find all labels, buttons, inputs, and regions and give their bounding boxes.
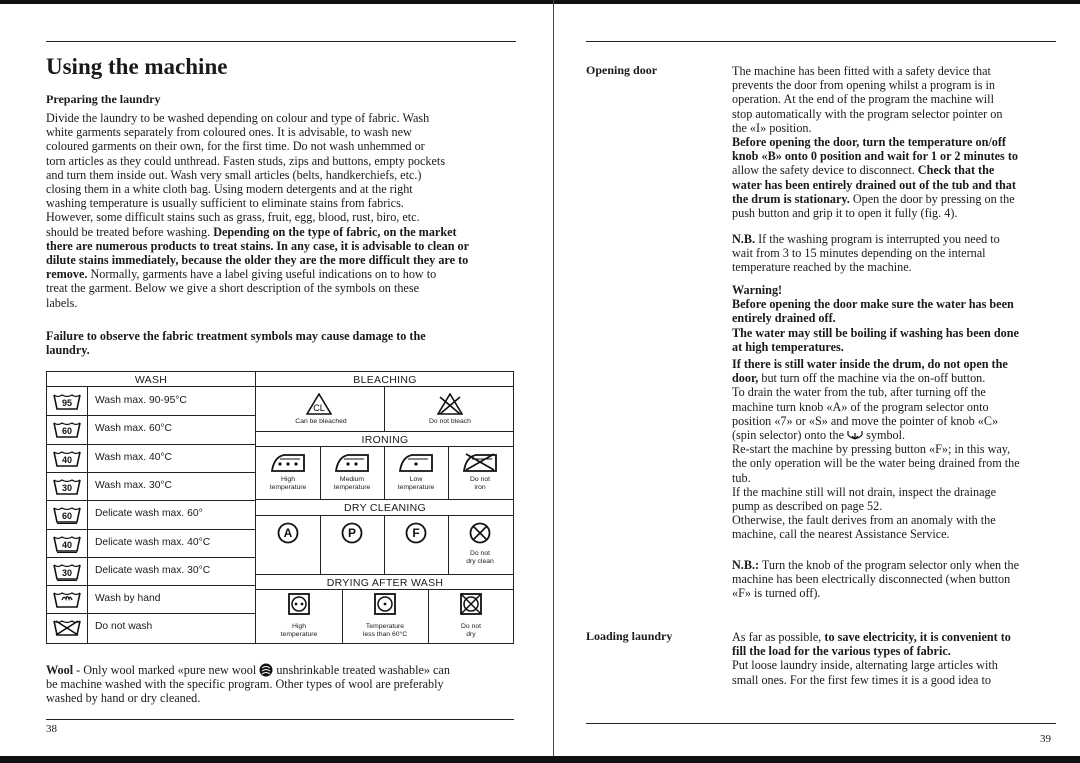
line: To drain the water from the tub, after turning off the — [732, 385, 986, 400]
iron-divider — [320, 446, 321, 499]
page-number-right: 39 — [1040, 733, 1051, 745]
wash-header: WASH — [134, 374, 168, 386]
bold-text: remove. — [46, 267, 88, 282]
text: Turn the knob of the program selector only when the — [759, 558, 1020, 572]
nb-interrupted — [732, 232, 1062, 275]
wash-row-rule — [46, 613, 256, 614]
iron-label-1: Do not — [469, 476, 491, 483]
iron-label-1: High — [281, 476, 295, 483]
nb-label: N.B. — [732, 232, 756, 246]
dry-clean-icon — [341, 522, 363, 544]
wash-tub-icon — [53, 591, 81, 609]
page-title: Using the machine — [46, 54, 228, 79]
drying-label — [256, 623, 342, 638]
bleach-divider — [384, 386, 385, 431]
iron-icon — [334, 451, 370, 473]
svg-text:60: 60 — [61, 426, 73, 436]
svg-text:P: P — [347, 526, 357, 540]
bleaching-header: BLEACHING — [353, 374, 417, 386]
line: stop automatically with the program selector pointer on — [732, 106, 1003, 121]
line: «F» is turned off). — [732, 586, 821, 601]
line: labels. — [46, 295, 78, 310]
drying-label-2: temperature — [280, 630, 318, 638]
line: The water may still be boiling if washing has been done — [732, 325, 1019, 340]
line: laundry. — [46, 343, 90, 358]
bold-text: door, — [732, 371, 759, 386]
wash-row-label: Delicate wash max. 30°C — [95, 565, 211, 576]
drying-label — [428, 623, 514, 638]
svg-text:95: 95 — [61, 398, 73, 408]
line: However, some difficult stains such as grass, fruit, egg, blood, rust, biro, etc. — [46, 210, 420, 225]
line: If the machine still will not drain, inspect the drainage — [732, 484, 996, 499]
line: and turn them inside out. Wash very small articles (belts, handkerchiefs, etc.) — [46, 167, 422, 182]
text: (spin selector) onto the — [732, 428, 848, 443]
wash-row-label: Wash by hand — [95, 593, 161, 604]
svg-text:A: A — [283, 526, 293, 540]
drying-rule — [255, 574, 514, 575]
wash-row-rule — [46, 585, 256, 586]
line: Divide the laundry to be washed depending on colour and type of fabric. Wash — [46, 111, 430, 125]
line: If there is still water inside the drum, do not open the — [732, 357, 1008, 371]
line: Failure to observe the fabric treatment symbols may cause damage to the — [46, 329, 426, 343]
dc-divider — [384, 515, 385, 574]
right-top-rule — [586, 41, 1056, 42]
failure-warning — [46, 329, 526, 357]
line — [732, 192, 1062, 206]
line: washed by hand or dry cleaned. — [46, 691, 201, 706]
svg-text:F: F — [412, 526, 420, 540]
line: water has been entirely drained out of the tub and that — [732, 177, 1016, 192]
preparing-heading: Preparing the laundry — [46, 92, 161, 106]
wash-row-rule — [46, 500, 256, 501]
do-not-bleach-label: Do not bleach — [429, 418, 471, 425]
text: As far as possible, — [732, 630, 825, 644]
line: Before opening the door, turn the temperature on/off — [732, 135, 1006, 150]
line: dilute stains immediately, because the older they are the more difficult they are to — [46, 253, 469, 268]
line: prevents the door from opening whilst a program is in — [732, 78, 995, 93]
wash-row-label: Wash max. 30°C — [95, 480, 172, 491]
wash-symbol-divider — [87, 386, 88, 644]
line: white garments separately from coloured ones. It is advisable, to wash new — [46, 125, 412, 140]
wash-tub-icon — [53, 619, 81, 637]
wash-row-rule — [46, 472, 256, 473]
line — [46, 267, 526, 281]
wash-row-label: Delicate wash max. 40°C — [95, 537, 211, 548]
text: but turn off the machine via the on-off button. — [758, 371, 986, 386]
drying-label — [342, 623, 428, 638]
wash-row-label: Wash max. 90-95°C — [95, 395, 187, 406]
line — [732, 558, 1062, 572]
drying-header: DRYING AFTER WASH — [326, 577, 444, 589]
drying-label-1: High — [292, 623, 306, 630]
tumble-dry-icon — [374, 593, 396, 615]
wash-tub-icon — [53, 450, 81, 468]
iron-label-2: temperature — [333, 483, 371, 491]
dc-divider — [320, 515, 321, 574]
iron-label — [384, 476, 448, 491]
svg-text:30: 30 — [61, 568, 73, 578]
do-not-bleach-icon — [437, 393, 463, 415]
dry-cleaning-header: DRY CLEANING — [344, 502, 426, 514]
text: allow the safety device to disconnect. — [732, 163, 918, 178]
svg-text:40: 40 — [61, 540, 73, 550]
drying-label-1: Temperature — [365, 623, 405, 630]
warning-heading: Warning! — [732, 283, 783, 297]
top-edge — [0, 0, 1080, 4]
line: Before opening the door make sure the water has been — [732, 297, 1014, 312]
dry-clean-icon — [405, 522, 427, 544]
wash-row-rule — [46, 444, 256, 445]
wool-paragraph — [46, 663, 526, 706]
wash-tub-icon — [53, 535, 81, 553]
dry-clean-icon — [277, 522, 299, 544]
text: should be treated before washing. — [46, 224, 214, 239]
table-header-rule — [46, 386, 514, 387]
line: push button and grip it to open it fully (fig. 4). — [732, 206, 958, 221]
svg-text:30: 30 — [61, 483, 73, 493]
text: - Only wool marked «pure new wool — [73, 663, 260, 677]
line: Put loose laundry inside, alternating large articles with — [732, 658, 998, 673]
wash-row-rule — [46, 557, 256, 558]
line: coloured garments on their own, for the first time. Do not wash unhemmed or — [46, 139, 425, 154]
line — [732, 232, 1062, 246]
line: small ones. For the first few times it is a good idea to — [732, 672, 991, 687]
wash-row-label: Delicate wash max. 60° — [95, 508, 203, 519]
warning-block — [732, 283, 1062, 354]
text: unshrinkable treated washable» can — [273, 663, 450, 677]
can-bleach-icon — [306, 393, 332, 415]
line: there are numerous products to treat stains. In any case, it is advisable to clean or — [46, 238, 470, 253]
line: the only operation will be the water being drained from the — [732, 456, 1020, 471]
opening-door-text — [732, 64, 1062, 220]
wool-label: Wool — [46, 663, 74, 677]
left-top-rule — [46, 41, 516, 42]
dc-label-1: Do not — [469, 550, 491, 557]
loading-laundry-text — [732, 630, 1062, 687]
tumble-dry-icon — [460, 593, 482, 615]
wash-row-rule — [46, 415, 256, 416]
iron-label-2: iron — [474, 483, 486, 491]
iron-label-2: temperature — [269, 483, 307, 491]
opening-door-heading: Opening door — [586, 63, 658, 77]
wash-row-rule — [46, 529, 256, 530]
drying-sub-rule — [255, 589, 514, 590]
wash-tub-icon — [53, 506, 81, 524]
line: operation. At the end of the program the machine will — [732, 92, 994, 107]
wash-row-label: Wash max. 40°C — [95, 452, 172, 463]
line: washing temperature is usually sufficient to eliminate stains from fabrics. — [46, 196, 404, 211]
dry-cleaning-rule — [255, 499, 514, 500]
iron-label-1: Low — [409, 476, 423, 483]
line — [732, 428, 1062, 442]
can-bleach-label: Can be bleached — [295, 418, 347, 425]
line: wait from 3 to 15 minutes depending on the internal — [732, 246, 986, 261]
do-not-dry-clean-label — [448, 550, 512, 565]
line: temperature reached by the machine. — [732, 260, 912, 275]
iron-divider — [448, 446, 449, 499]
line: machine has been electrically disconnected (when button — [732, 572, 1011, 587]
line: fill the load for the various types of fabric. — [732, 644, 951, 659]
svg-text:40: 40 — [61, 455, 73, 465]
wash-tub-icon — [53, 478, 81, 496]
iron-label — [256, 476, 320, 491]
drying-label-2: less than 60°C — [362, 630, 408, 638]
drain-icon — [847, 430, 863, 441]
wash-row-label: Do not wash — [95, 621, 153, 632]
iron-label-2: temperature — [397, 483, 435, 491]
woolmark-icon — [259, 663, 273, 677]
line: treat the garment. Below we give a short description of the symbols on these — [46, 281, 419, 296]
bold-text: Depending on the type of fabric, on the market — [213, 224, 457, 239]
dc-label-2: dry clean — [466, 557, 494, 565]
iron-label-1: Medium — [339, 476, 365, 483]
line — [732, 630, 1062, 644]
line — [46, 663, 526, 677]
line: torn articles as they could unthread. Fasten studs, zips and buttons, empty pockets — [46, 153, 446, 168]
line — [732, 371, 1062, 385]
line: machine, call the nearest Assistance Service. — [732, 527, 950, 542]
text: Normally, garments have a label giving useful indications on to how to — [87, 267, 437, 282]
svg-text:60: 60 — [61, 511, 73, 521]
line: at high temperatures. — [732, 339, 844, 354]
ironing-header: IRONING — [361, 434, 409, 446]
gutter-line — [553, 0, 554, 756]
line: entirely drained off. — [732, 311, 836, 326]
line — [46, 225, 526, 239]
line: pump as described on page 52. — [732, 499, 883, 514]
line: be machine washed with the specific program. Other types of wool are preferably — [46, 677, 444, 692]
line: The machine has been fitted with a safety device that — [732, 64, 991, 78]
right-bottom-rule — [586, 723, 1056, 724]
text: If the washing program is interrupted you need to — [755, 232, 1000, 246]
nb-knob — [732, 558, 1062, 601]
dc-divider — [448, 515, 449, 574]
line: closing them in a white cloth bag. Using modern detergents and at the right — [46, 182, 413, 197]
line: tub. — [732, 470, 751, 485]
bold-text: the drum is stationary. — [732, 191, 850, 206]
iron-label — [320, 476, 384, 491]
iron-icon — [270, 451, 306, 473]
nb-label: N.B.: — [732, 558, 760, 572]
iron-label — [448, 476, 512, 491]
line: the «I» position. — [732, 120, 812, 135]
line: Otherwise, the fault derives from an anomaly with the — [732, 513, 996, 528]
line: knob «B» onto 0 position and wait for 1 or 2 minutes to — [732, 149, 1019, 164]
tumble-dry-icon — [288, 593, 310, 615]
line: Re-start the machine by pressing button «F»; in this way, — [732, 442, 1011, 457]
bottom-edge — [0, 756, 1080, 763]
text: symbol. — [863, 428, 906, 443]
drain-instructions — [732, 357, 1062, 542]
drying-label-1: Do not — [460, 623, 482, 630]
wash-row-label: Wash max. 60°C — [95, 423, 172, 434]
iron-icon — [462, 451, 498, 473]
loading-laundry-heading: Loading laundry — [586, 629, 673, 643]
left-bottom-rule — [46, 719, 514, 720]
ironing-rule — [255, 431, 514, 432]
line: machine turn knob «A» of the program selector onto — [732, 399, 989, 414]
iron-divider — [384, 446, 385, 499]
iron-icon — [398, 451, 434, 473]
page-number-left: 38 — [46, 723, 57, 735]
dry-clean-icon — [469, 522, 491, 544]
text: Open the door by pressing on the — [849, 191, 1015, 206]
wash-tub-icon — [53, 563, 81, 581]
preparing-text — [46, 111, 526, 310]
line — [732, 163, 1062, 177]
bold-text: to save electricity, it is convenient to — [824, 630, 1011, 644]
drying-label-2: dry — [466, 630, 476, 638]
wash-tub-icon — [53, 393, 81, 411]
bold-text: Check that the — [917, 163, 995, 178]
wash-tub-icon — [53, 421, 81, 439]
line: position «7» or «S» and move the pointer of knob «C» — [732, 413, 999, 428]
svg-text:CL: CL — [313, 403, 325, 413]
